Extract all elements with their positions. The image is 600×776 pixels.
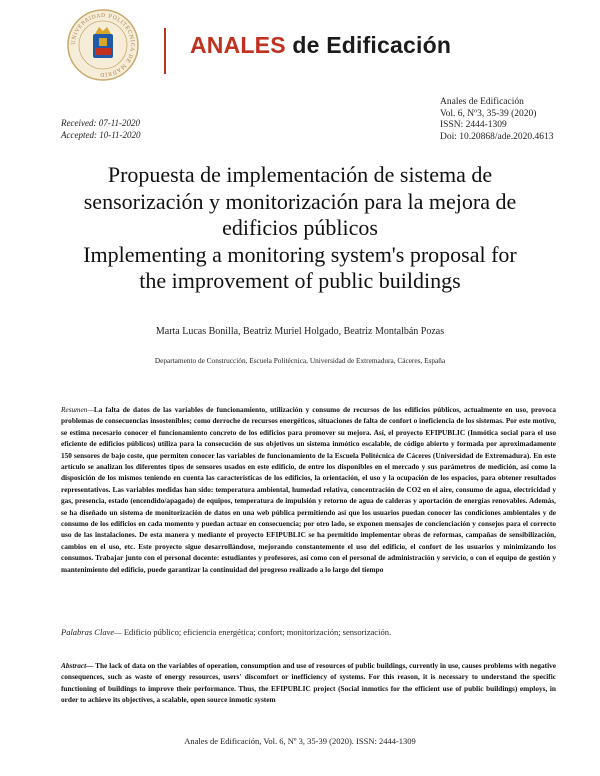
keywords-text: Edificio público; eficiencia energética; confort; monitorización; sensorización. xyxy=(123,627,392,637)
meta-volume: Vol. 6, Nº3, 35-39 (2020) xyxy=(440,108,537,119)
page-footer: Anales de Edificación, Vol. 6, Nº 3, 35-39 (2020). ISSN: 2444-1309 xyxy=(184,736,416,746)
meta-journal: Anales de Edificación xyxy=(440,97,524,107)
journal-title xyxy=(190,32,451,59)
header-divider xyxy=(164,28,166,74)
keywords xyxy=(61,627,556,637)
meta-doi: Doi: 10.20868/ade.2020.4613 xyxy=(440,131,554,142)
article-title xyxy=(0,162,600,295)
title-en-line-2: the improvement of public buildings xyxy=(139,268,461,293)
article-dates xyxy=(61,117,141,141)
title-es-line-3: edificios públicos xyxy=(222,215,378,240)
journal-title-edificacion: de Edificación xyxy=(292,32,452,58)
received-date: Received: 07-11-2020 xyxy=(61,118,141,128)
authors: Marta Lucas Bonilla, Beatriz Muriel Holgado, Beatriz Montalbán Pozas xyxy=(155,326,445,337)
keywords-label: Palabras Clave— xyxy=(61,627,122,637)
abstract-en-text: The lack of data on the variables of operation, consumption and use of resources of public buildings, currently in use, causes problems with negative consequences, such as waste of energy resources, users' discomfort or inefficiency of systems. For this reason, it is necessary to understand the specific functioning of buildings to improve their performance. Thus, the EFIPUBLIC project (Social inmotics for the efficient use of public buildings) employs, in order to achieve its objectives, a scalable, open source inmotic system xyxy=(61,661,556,705)
abstract-es xyxy=(61,404,556,575)
accepted-date: Accepted: 10-11-2020 xyxy=(61,130,141,140)
title-es-line-2: sensorización y monitorización para la mejora de xyxy=(83,188,517,214)
abstract-en-label: Abstract— xyxy=(61,661,94,670)
abstract-es-text: La falta de datos de las variables de funcionamiento, utilización y consumo de recursos de los edificios públicos, actualmente en uso, provoca problemas de consecuencias insostenibles; como derroche de recursos energéticos, situaciones de falta de confort o ineficiencia de los sistemas. Por este motivo, se estima necesario conocer el funcionamiento concreto de los edificios para promover su mejora. Así, el proyecto EFIPUBLIC (Inmótica social para el uso eficiente de edificios públicos) utiliza para la consecución de sus objetivos un sistema inmótico escalable, de código abierto y formada por aproximadamente 150 sensores de bajo coste, que permiten conocer las variables de funcionamiento de la Escuela Politécnica de Cáceres (Universidad de Extremadura). En este artículo se analizan los diferentes tipos de sensores usados en este edificio, de entre los disponibles en el mercado y sus parámetros de medición, así como la disposición de los mismos teniendo en cuenta las características de los edificios, la orientación, el uso y la ocupación de los espacios, para obtener resultados representativos. Las variables medidas han sido: temperatura ambiental, humedad relativa, concentración de CO2 en el aire, consumo de agua, electricidad y gas, presencia, estado (encendido/apagado) de equipos, temperatura de impulsión y retorno de agua de calderas y aportación de energías renovables. Además, se ha diseñado un sistema de monitorización de datos en una web pública permitiendo así que los usuarios puedan conocer las condiciones ambientales y de consumo de los edificios en cada momento y puedan actuar en consecuencia; por otro lado, se exponen mensajes de concienciación y consejos para el correcto uso de las instalaciones. De esta manera y mediante el proyecto EFIPUBLIC se ha permitido implementar obras de reformas, campañas de sensibilización, cambios en el uso, etc. Este proyecto sigue desarrollándose, mejorando constantemente el uso del edificio, el confort de los usuarios y minimizando los consumos. Trabajar junto con el personal docente: estudiantes y profesores, así como con el personal de administración y servicio, o con el equipo de gestión y mantenimiento del edificio, puede garantizar la continuidad del progreso realizado a lo largo del tiempo xyxy=(61,405,556,574)
title-es-line-1: Propuesta de implementación de sistema de xyxy=(107,162,493,187)
affiliation: Departamento de Construcción, Escuela Politécnica, Universidad de Extremadura, Cáceres, España xyxy=(154,356,446,365)
university-seal-logo xyxy=(66,8,140,82)
abstract-en xyxy=(61,660,556,706)
journal-title-anales: ANALES xyxy=(190,32,286,58)
title-en-line-1: Implementing a monitoring system's proposal for xyxy=(83,241,517,267)
journal-meta xyxy=(440,97,553,143)
meta-issn: ISSN: 2444-1309 xyxy=(440,120,507,131)
abstract-es-label: Resumen— xyxy=(61,405,94,414)
svg-text:UNIVERSIDAD POLITÉCNICA DE MAD: UNIVERSIDAD POLITÉCNICA DE MADRID xyxy=(70,12,136,78)
